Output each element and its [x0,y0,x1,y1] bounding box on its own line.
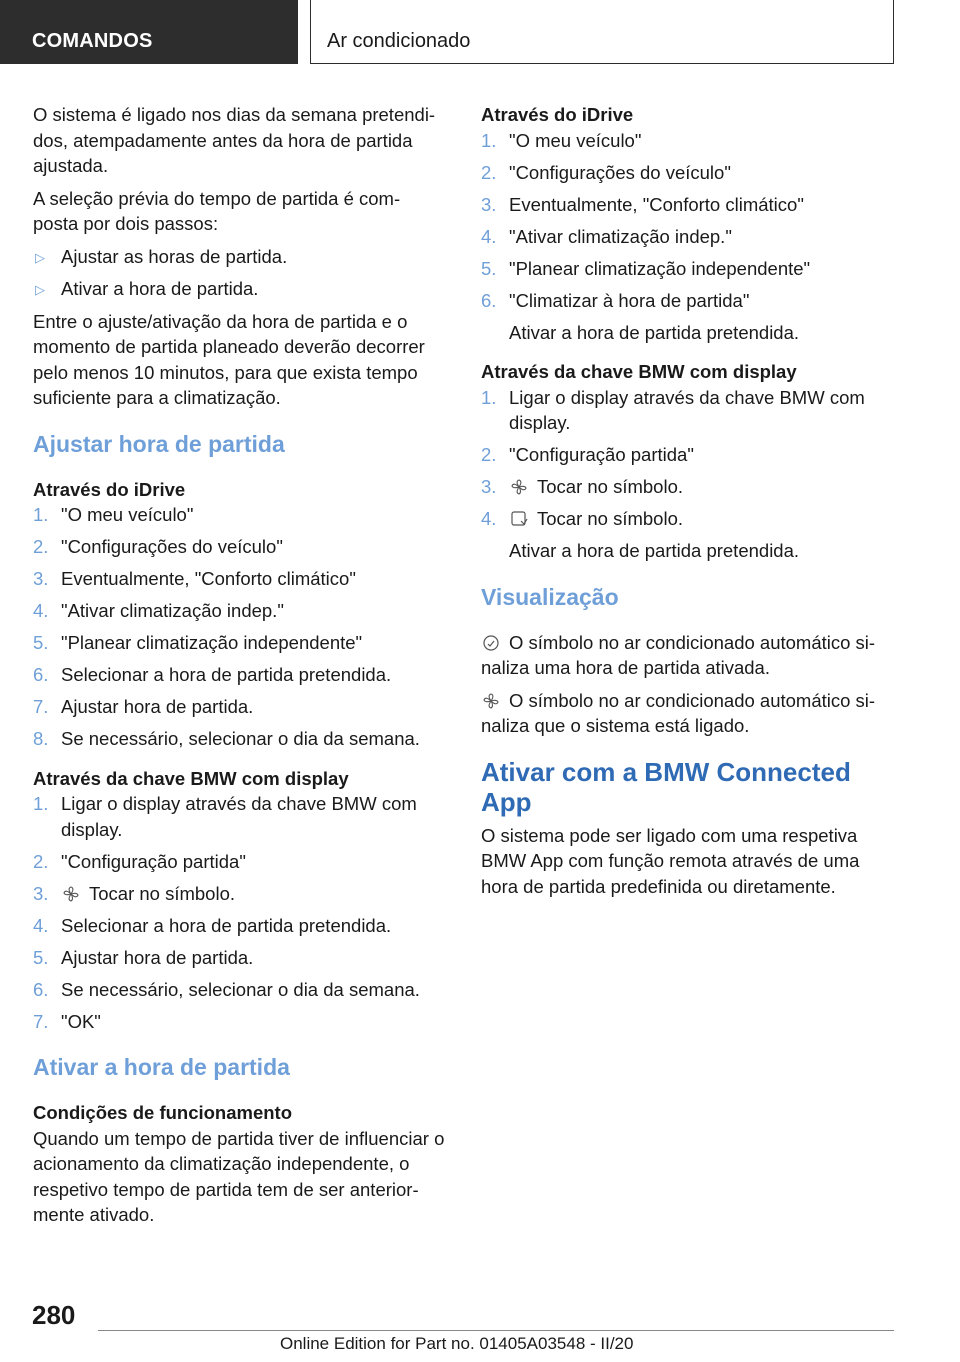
list-item: 5. "Planear climatização independente" [33,632,363,653]
list-item: 5. "Planear climatização independente" [481,257,811,279]
key-steps [33,791,445,1034]
heading-connected-app: Ativar com a BMW Connected App [481,756,851,817]
list-item: 4. Tocar no símbolo. Ativar a hora de partida pretendida. [481,506,893,564]
chapter-title: Ar condicionado [327,30,471,52]
visual-paragraph-1: O símbolo no ar condicionado automático si-naliza uma hora de partida ativada. [481,631,876,678]
step-bullets [33,244,445,302]
app-paragraph: O sistema pode ser ligado com uma respetiva BMW App com função remota através de uma hora de partida predefinida ou diretamente. [481,824,860,897]
footer-divider [98,1330,894,1331]
list-item: 2. "Configuração partida" [33,850,246,872]
intro-paragraph-3: Entre o ajuste/ativação da hora de partida e o momento de partida planeado deverão decorrer pelo menos 10 minutos, para que exista tempo suficiente para a climatização. [33,310,425,408]
step-note: Ativar a hora de partida pretendida. [509,321,800,343]
idrive-steps [33,502,445,752]
triangle-right-icon: ▷ [35,249,45,265]
intro-paragraph-2: A seleção prévia do tempo de partida é com-posta por dois passos: [33,187,401,234]
right-column [481,102,893,906]
intro-paragraph-1: O sistema é ligado nos dias da semana pretendi-dos, atempadamente antes da hora de partida ajustada. [33,104,436,176]
list-item: 3. Eventualmente, "Conforto climático" [33,568,356,589]
list-item: 4. Selecionar a hora de partida pretendida. [33,914,392,936]
list-item: 2. "Configurações do veículo" [33,536,283,557]
heading-visualizacao: Visualização [481,583,619,610]
list-item: 3. Eventualmente, "Conforto climático" [481,193,804,215]
subheading-conditions: Condições de funcionamento [33,1102,293,1123]
subheading-key: Através da chave BMW com display [481,361,797,382]
list-item: 2. "Configuração partida" [481,444,694,465]
fan-icon [61,884,81,902]
subheading-idrive: Através do iDrive [481,104,634,125]
subheading-key: Através da chave BMW com display [33,767,349,789]
chapter-tab [310,0,894,64]
list-item: 5. Ajustar hora de partida. [33,946,254,968]
list-item: 1. "O meu veículo" [33,504,194,525]
list-item: 1. Ligar o display através da chave BMW com display. [33,793,417,840]
heading-ajustar: Ajustar hora de partida [33,430,285,457]
list-item: ▷ Ativar a hora de partida. [33,276,445,302]
list-item: 6. Selecionar a hora de partida pretendida. [33,664,392,685]
idrive-steps [481,128,893,346]
step-note: Ativar a hora de partida pretendida. [509,540,800,561]
page-number: 280 [32,1300,76,1330]
list-item: 6. Se necessário, selecionar o dia da semana. [33,978,420,1000]
section-tab [0,0,298,64]
list-item: 1. Ligar o display através da chave BMW com display. [481,386,865,433]
heading-ativar: Ativar a hora de partida [33,1054,290,1080]
left-column [33,102,445,1235]
list-item: 6. "Climatizar à hora de partida" Ativar a hora de partida pretendida. [481,288,893,346]
timer-check-icon [509,509,529,527]
list-item: 7. Ajustar hora de partida. [33,696,254,717]
fan-icon [509,477,529,495]
list-item: 2. "Configurações do veículo" [481,161,731,183]
conditions-paragraph: Quando um tempo de partida tiver de influenciar o acionamento da climatização independente, o respetivo tempo de partida tem de ser anterior-mente ativado. [33,1127,445,1225]
list-item: 3. Tocar no símbolo. [481,476,684,497]
key-steps [481,385,893,564]
visual-paragraph-2: O símbolo no ar condicionado automático si-naliza que o sistema está ligado. [481,689,876,736]
fan-icon [481,691,501,709]
section-title: COMANDOS [32,30,153,52]
list-item: 1. "O meu veículo" [481,129,642,151]
list-item: 3. Tocar no símbolo. [33,882,236,904]
list-item: 4. "Ativar climatização indep." [33,600,284,621]
list-item: 8. Se necessário, selecionar o dia da semana. [33,728,420,749]
list-item: 7. "OK" [33,1010,101,1032]
triangle-right-icon: ▷ [35,282,45,297]
list-item: ▷ Ajustar as horas de partida. [33,244,445,270]
clock-icon [481,633,501,651]
list-item: 4. "Ativar climatização indep." [481,225,732,247]
edition-note: Online Edition for Part no. 01405A03548 - II/20 [280,1334,634,1353]
subheading-idrive: Através do iDrive [33,478,186,500]
